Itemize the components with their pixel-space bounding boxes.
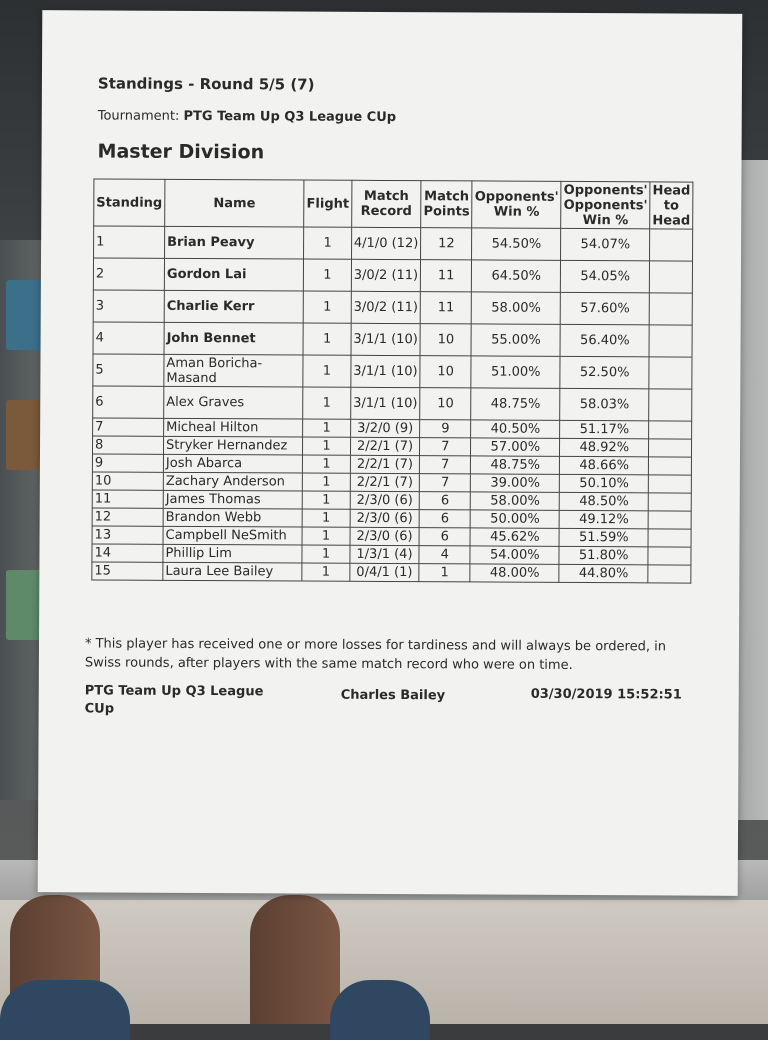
player-name-cell: James Thomas	[163, 490, 302, 509]
player-name-cell: Alex Graves	[164, 386, 303, 419]
flight-cell: 1	[302, 509, 350, 527]
opponents-win-cell: 64.50%	[472, 260, 561, 292]
opp-opp-win-cell: 51.17%	[560, 420, 649, 438]
tardiness-footnote: * This player has received one or more losses for tardiness and will always be ordered, in Swiss rounds, after players with the same match record who were on time.	[84, 636, 666, 673]
match-record-cell: 3/0/2 (11)	[351, 291, 421, 323]
match-record-cell: 2/2/1 (7)	[350, 455, 419, 473]
flight-cell: 1	[302, 491, 350, 509]
match-record-cell: 3/2/0 (9)	[350, 419, 419, 437]
flight-cell: 1	[303, 455, 351, 473]
column-header-match-record: Match Record	[352, 180, 422, 227]
column-header-opp-opp-win: Opponents' Opponents' Win %	[561, 181, 650, 228]
player-name-cell: Campbell NeSmith	[163, 526, 302, 545]
table-row	[92, 562, 691, 583]
match-points-cell: 12	[421, 228, 472, 260]
opp-opp-win-cell: 48.50%	[560, 492, 649, 510]
table-row	[94, 226, 693, 261]
standings-table	[91, 178, 693, 583]
flight-cell: 1	[302, 527, 350, 545]
match-record-cell: 3/1/1 (10)	[351, 323, 421, 355]
opponents-win-cell: 54.50%	[472, 228, 561, 260]
standing-cell: 15	[92, 562, 163, 580]
match-record-cell: 1/3/1 (4)	[350, 545, 419, 563]
match-record-cell: 3/1/1 (10)	[351, 387, 421, 419]
opponents-win-cell: 39.00%	[471, 474, 560, 492]
column-header-head-to-head: Head to Head	[650, 182, 693, 229]
opp-opp-win-cell: 48.66%	[560, 456, 649, 474]
opp-opp-win-cell: 52.50%	[560, 356, 649, 388]
opponents-win-cell: 50.00%	[470, 510, 559, 528]
head-to-head-cell	[649, 325, 692, 357]
match-points-cell: 7	[420, 456, 471, 474]
match-points-cell: 10	[420, 388, 471, 420]
background-leg	[250, 895, 340, 1024]
opp-opp-win-cell: 48.92%	[560, 438, 649, 456]
opp-opp-win-cell: 54.07%	[561, 228, 650, 260]
opponents-win-cell: 45.62%	[470, 528, 559, 546]
opp-opp-win-cell: 49.12%	[559, 510, 648, 528]
flight-cell: 1	[303, 387, 351, 419]
match-record-cell: 0/4/1 (1)	[350, 563, 419, 581]
match-points-cell: 7	[420, 474, 471, 492]
player-name-cell: Zachary Anderson	[163, 472, 302, 491]
player-name-cell: Phillip Lim	[163, 544, 302, 563]
flight-cell: 1	[303, 419, 351, 437]
opp-opp-win-cell: 57.60%	[561, 292, 650, 324]
standing-cell: 11	[92, 490, 163, 508]
match-points-cell: 11	[420, 292, 471, 324]
flight-cell: 1	[303, 355, 351, 387]
opponents-win-cell: 54.00%	[470, 546, 559, 564]
player-name-cell: Charlie Kerr	[164, 290, 303, 323]
standings-sheet	[38, 10, 743, 896]
flight-cell: 1	[303, 473, 351, 491]
opponents-win-cell: 55.00%	[471, 324, 560, 356]
match-record-cell: 2/3/0 (6)	[350, 509, 419, 527]
match-record-cell: 4/1/0 (12)	[351, 227, 421, 259]
opponents-win-cell: 51.00%	[471, 356, 560, 388]
player-name-cell: Josh Abarca	[163, 454, 302, 473]
standing-cell: 13	[92, 526, 163, 544]
player-name-cell: Brian Peavy	[165, 226, 304, 259]
player-name-cell: Brandon Webb	[163, 508, 302, 527]
head-to-head-cell	[649, 293, 692, 325]
standing-cell: 2	[93, 258, 164, 290]
opp-opp-win-cell: 54.05%	[561, 260, 650, 292]
match-record-cell: 2/3/0 (6)	[350, 491, 419, 509]
head-to-head-cell	[649, 457, 692, 475]
standing-cell: 4	[93, 322, 164, 354]
standing-cell: 3	[93, 290, 164, 322]
head-to-head-cell	[648, 547, 691, 565]
head-to-head-cell	[648, 493, 691, 511]
match-points-cell: 7	[420, 438, 471, 456]
match-points-cell: 6	[419, 492, 470, 510]
opp-opp-win-cell: 50.10%	[560, 474, 649, 492]
standing-cell: 8	[92, 436, 163, 454]
flight-cell: 1	[302, 545, 350, 563]
opponents-win-cell: 48.75%	[471, 388, 560, 420]
opp-opp-win-cell: 51.80%	[559, 546, 648, 564]
standing-cell: 6	[93, 386, 164, 418]
standing-cell: 14	[92, 544, 163, 562]
column-header-standing: Standing	[94, 179, 165, 226]
tournament-name: PTG Team Up Q3 League CUp	[183, 108, 397, 126]
standing-cell: 9	[92, 454, 163, 472]
background-shoe	[330, 980, 430, 1040]
standing-cell: 7	[93, 418, 164, 436]
head-to-head-cell	[648, 511, 691, 529]
division-heading: Master Division	[97, 140, 265, 164]
flight-cell: 1	[304, 227, 352, 259]
player-name-cell: Gordon Lai	[164, 258, 303, 291]
opponents-win-cell: 48.00%	[470, 564, 559, 582]
flight-cell: 1	[302, 563, 350, 581]
player-name-cell: Micheal Hilton	[164, 418, 303, 437]
page-title: Standings - Round 5/5 (7)	[97, 74, 315, 94]
table-row	[93, 290, 692, 325]
table-row	[93, 354, 692, 389]
player-name-cell: Laura Lee Bailey	[163, 562, 302, 581]
match-points-cell: 9	[420, 420, 471, 438]
head-to-head-cell	[649, 439, 692, 457]
table-row	[93, 386, 692, 421]
column-header-name: Name	[165, 179, 305, 227]
match-points-cell: 6	[419, 510, 470, 528]
match-record-cell: 2/3/0 (6)	[350, 527, 419, 545]
opp-opp-win-cell: 56.40%	[560, 324, 649, 356]
flight-cell: 1	[303, 437, 351, 455]
tournament-line	[98, 108, 396, 125]
match-points-cell: 10	[420, 356, 471, 388]
head-to-head-cell	[648, 565, 691, 583]
flight-cell: 1	[303, 323, 351, 355]
opponents-win-cell: 40.50%	[471, 420, 560, 438]
footer-datetime: 03/30/2019 15:52:51	[530, 686, 682, 703]
match-points-cell: 4	[419, 546, 470, 564]
player-name-cell: Aman Boricha-Masand	[164, 354, 303, 387]
column-header-match-points: Match Points	[421, 181, 472, 228]
standing-cell: 5	[93, 354, 164, 386]
opponents-win-cell: 57.00%	[471, 438, 560, 456]
opp-opp-win-cell: 44.80%	[559, 564, 648, 582]
match-points-cell: 11	[421, 260, 472, 292]
tournament-label: Tournament:	[97, 108, 180, 124]
head-to-head-cell	[648, 475, 691, 493]
match-points-cell: 10	[420, 324, 471, 356]
match-points-cell: 6	[419, 528, 470, 546]
table-row	[93, 258, 692, 293]
table-row	[93, 322, 692, 357]
head-to-head-cell	[649, 421, 692, 439]
background-shoe	[0, 980, 130, 1040]
match-record-cell: 2/2/1 (7)	[350, 437, 419, 455]
standing-cell: 12	[92, 508, 163, 526]
flight-cell: 1	[303, 291, 351, 323]
match-record-cell: 2/2/1 (7)	[350, 473, 419, 491]
player-name-cell: John Bennet	[164, 322, 303, 355]
opponents-win-cell: 58.00%	[472, 292, 561, 324]
head-to-head-cell	[649, 357, 692, 389]
opp-opp-win-cell: 51.59%	[559, 528, 648, 546]
flight-cell: 1	[304, 259, 352, 291]
standing-cell: 10	[92, 472, 163, 490]
match-record-cell: 3/0/2 (11)	[351, 259, 421, 291]
column-header-flight: Flight	[304, 180, 352, 227]
footer-tournament: PTG Team Up Q3 League CUp	[84, 683, 264, 717]
match-points-cell: 1	[419, 564, 470, 582]
head-to-head-cell	[650, 261, 693, 293]
opponents-win-cell: 48.75%	[471, 456, 560, 474]
opponents-win-cell: 58.00%	[471, 492, 560, 510]
head-to-head-cell	[648, 529, 691, 547]
match-record-cell: 3/1/1 (10)	[351, 355, 421, 387]
head-to-head-cell	[649, 389, 692, 421]
standing-cell: 1	[94, 226, 165, 258]
player-name-cell: Stryker Hernandez	[163, 436, 302, 455]
opp-opp-win-cell: 58.03%	[560, 388, 649, 420]
footer-organizer: Charles Bailey	[340, 687, 446, 704]
head-to-head-cell	[650, 229, 693, 261]
table-header-row	[94, 179, 693, 229]
column-header-opponents-win: Opponents' Win %	[472, 181, 561, 228]
